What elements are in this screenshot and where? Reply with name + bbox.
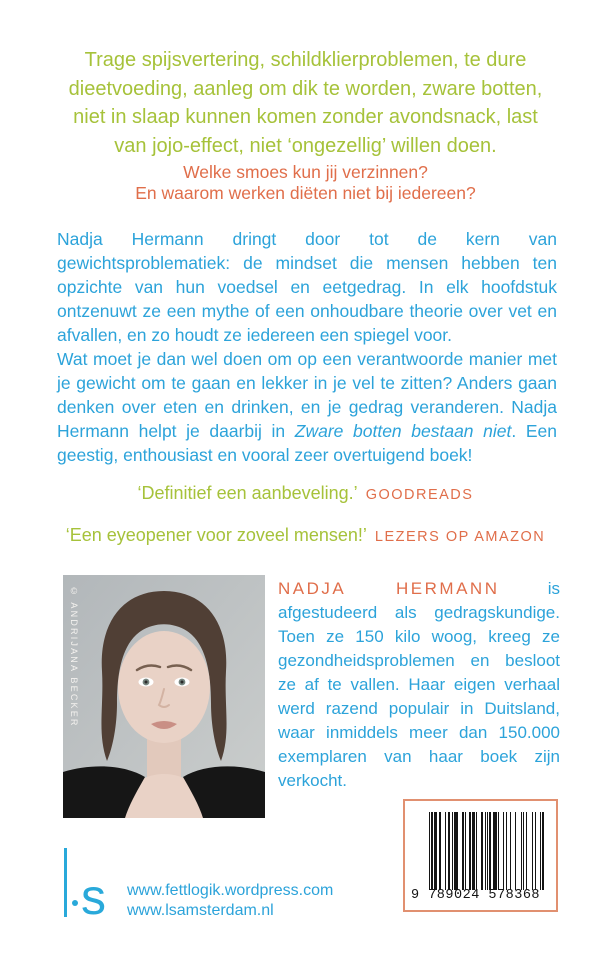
author-photo <box>63 575 265 818</box>
logo-bar <box>64 848 67 917</box>
synopsis-paragraph-1: Nadja Hermann dringt door tot de kern van gewichtsproblematiek: de mindset die mensen hebben ten opzichte van hun voedsel en eetgedrag. In elk hoofdstuk ontzenuwt ze een mythe of een onhoudbare theorie over vet en afvallen, en zo houdt ze iedereen een spiegel voor. <box>57 229 557 345</box>
synopsis-paragraph-2 <box>57 347 557 467</box>
author-bio <box>278 577 560 793</box>
review-quote <box>0 525 611 546</box>
quote-text: ‘Een eyeopener voor zoveel mensen!’ <box>65 525 367 545</box>
publisher-url: www.lsamsterdam.nl <box>127 902 274 919</box>
quote-text: ‘Definitief een aanbeveling.’ <box>137 483 358 503</box>
synopsis-text: . Een geestig, enthousiast en vooral zeer overtuigend boek! <box>57 421 557 465</box>
author-portrait-illustration <box>63 575 265 818</box>
publisher-url: www.fettlogik.wordpress.com <box>127 882 334 899</box>
quote-source: GOODREADS <box>365 487 474 503</box>
tagline-question: Welke smoes kun jij verzinnen? <box>183 162 428 182</box>
photo-credit: © ANDRIJANA BECKER <box>69 586 79 728</box>
author-bio-text: is afgestudeerd als gedragskundige. Toen ze 150 kilo woog, kreeg ze gezondheidsproblemen en besloot ze af te vallen. Haar eigen verhaal werd razend populair in Duitsland, waar inmiddels meer dan 150.000 exemplaren van haar boek zijn verkocht. <box>278 579 560 790</box>
headline <box>30 46 581 160</box>
synopsis-text: Wat moet je dan wel doen om op een verantwoorde manier met je gewicht om te gaan en lekker in je vel te zitten? Anders gaan denken over eten en drinken, en je gedrag veranderen. Nadja Hermann helpt je daarbij in <box>57 349 557 441</box>
publisher-urls <box>127 881 333 921</box>
review-quote <box>0 483 611 504</box>
book-title-italic: Zware botten bestaan niet <box>294 421 512 441</box>
barcode-bars <box>429 812 544 890</box>
headline-line: van jojo-effect, niet ‘ongezellig’ willen doen. <box>114 134 497 157</box>
author-name: NADJA HERMANN <box>278 579 500 598</box>
isbn-number: 9 789024 578368 <box>411 888 541 903</box>
quote-source: LEZERS OP AMAZON <box>374 529 546 545</box>
tagline-question: En waarom werken diëten niet bij iedereen? <box>135 183 476 203</box>
headline-line: dieetvoeding, aanleg om dik te worden, zware botten, <box>68 77 543 100</box>
isbn-barcode <box>403 799 558 912</box>
tagline-questions <box>30 162 581 204</box>
headline-line: niet in slaap kunnen komen zonder avondsnack, last <box>73 106 538 128</box>
logo-letter-s: s <box>81 869 106 925</box>
barcode-bar <box>542 812 543 890</box>
logo-dot <box>72 900 78 906</box>
publisher-logo <box>64 848 106 925</box>
synopsis <box>57 227 557 467</box>
headline-line: Trage spijsvertering, schildklierproblemen, te dure <box>84 49 527 71</box>
review-quotes <box>0 483 611 567</box>
